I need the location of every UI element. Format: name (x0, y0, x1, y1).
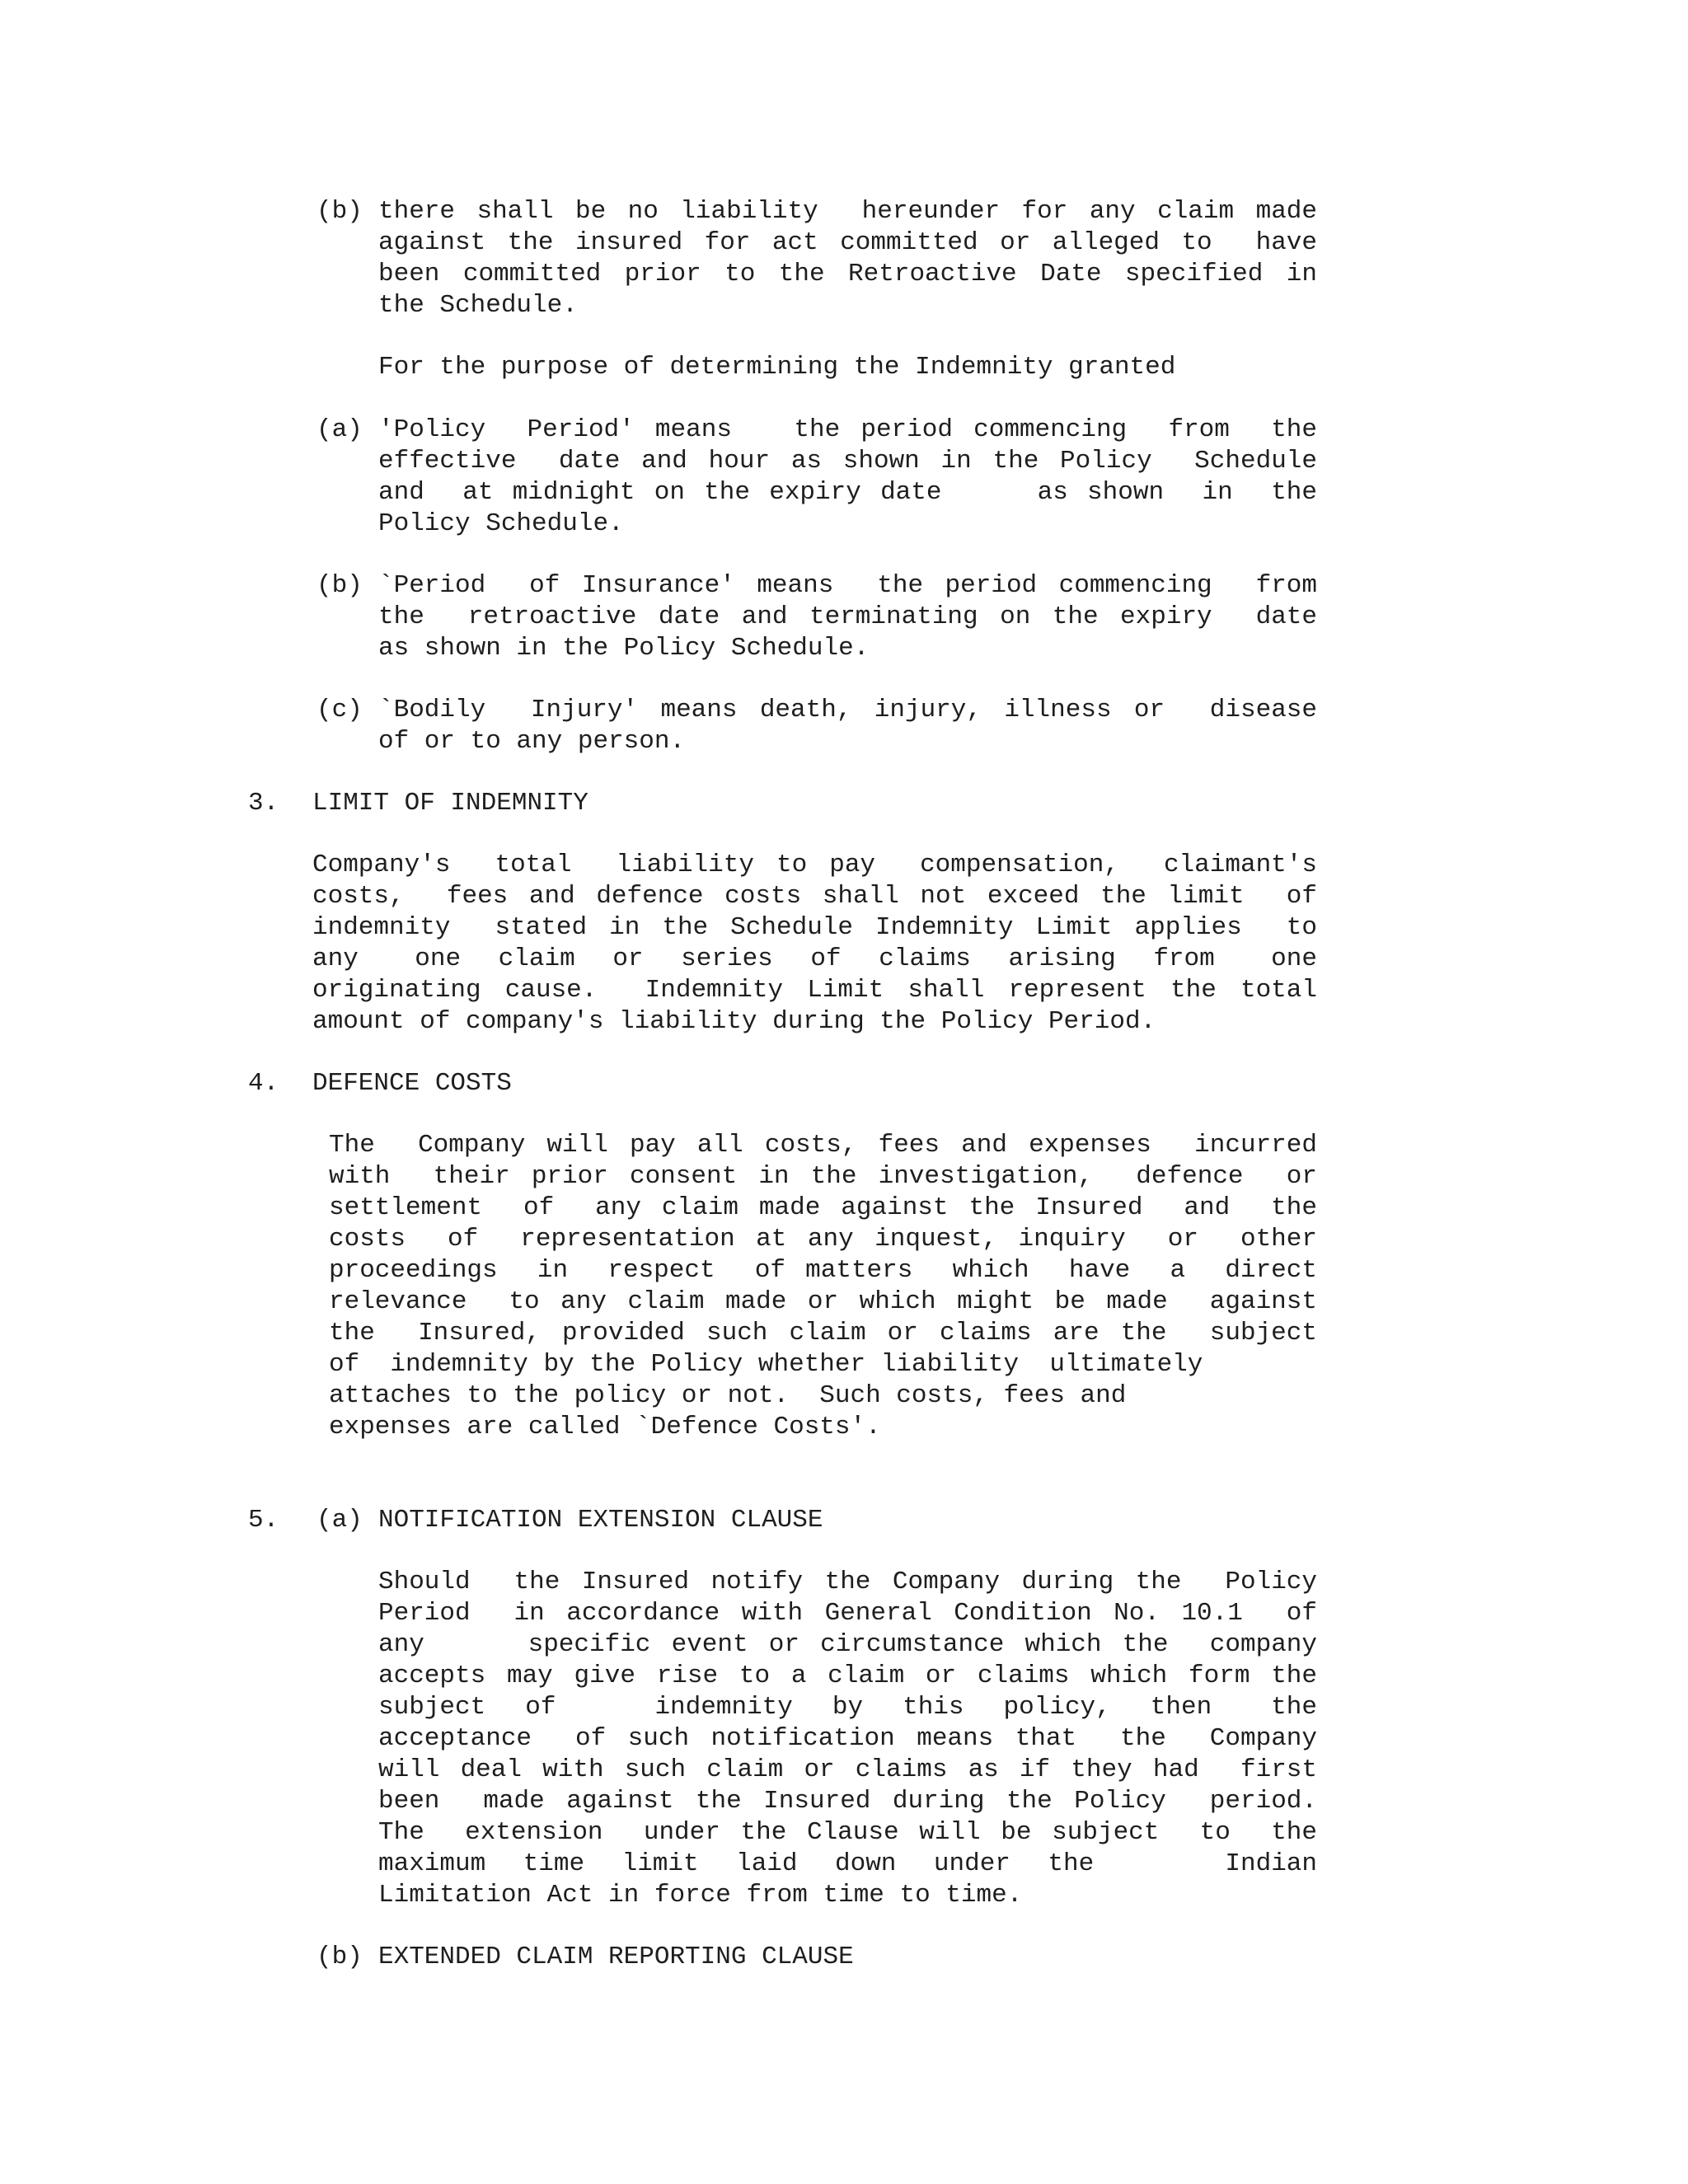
section-3-line: any one claim or series of claims arising from one (312, 944, 1317, 973)
section-5a-line: any specific event or circumstance which the company (378, 1630, 1317, 1659)
section-4-line: proceedings in respect of matters which have a direct (329, 1256, 1317, 1285)
section-5a-line: been made against the Insured during the Policy period. (378, 1787, 1317, 1816)
section-5a-line: maximum time limit laid down under the Indian (378, 1849, 1317, 1878)
section-5a-line: subject of indemnity by this policy, then the (378, 1693, 1317, 1722)
section-3-line: amount of company's liability during the Policy Period. (312, 1007, 1156, 1036)
definition-c-line: of or to any person. (378, 727, 686, 756)
definition-b-line: `Period of Insurance' means the period commencing from (378, 571, 1317, 600)
section-4-line: The Company will pay all costs, fees and expenses incurred (329, 1131, 1317, 1160)
section-4-line: with their prior consent in the investigation, defence or (329, 1162, 1317, 1191)
section-5a-line: Period in accordance with General Condition No. 10.1 of (378, 1599, 1317, 1628)
section-3-line: originating cause. Indemnity Limit shall represent the total (312, 976, 1317, 1005)
definition-a-line: and at midnight on the expiry date as shown in the (378, 478, 1317, 507)
item-b-line: against the insured for act committed or alleged to have (378, 228, 1317, 257)
section-4-line: of indemnity by the Policy whether liability ultimately (329, 1350, 1203, 1379)
section-3-line: costs, fees and defence costs shall not exceed the limit of (312, 882, 1317, 911)
item-b-line: been committed prior to the Retroactive Date specified in (378, 260, 1317, 288)
section-4-number: 4. (248, 1069, 279, 1098)
definition-c-line: `Bodily Injury' means death, injury, illness or disease (378, 696, 1317, 724)
definition-a-line: Policy Schedule. (378, 509, 624, 538)
section-5a-line: The extension under the Clause will be subject to the (378, 1818, 1317, 1847)
section-4-line: relevance to any claim made or which might be made against (329, 1287, 1317, 1316)
section-3-line: Company's total liability to pay compensation, claimant's (312, 851, 1317, 879)
section-4-line: expenses are called `Defence Costs'. (329, 1413, 881, 1441)
purpose-line: For the purpose of determining the Indemnity granted (378, 353, 1176, 382)
item-b-label: (b) (316, 197, 363, 226)
definition-b-label: (b) (316, 571, 363, 600)
section-5a-line: Limitation Act in force from time to time. (378, 1881, 1023, 1910)
section-4-line: attaches to the policy or not. Such costs, fees and (329, 1381, 1127, 1410)
section-5a-line: Should the Insured notify the Company during the Policy (378, 1568, 1317, 1596)
definition-c-label: (c) (316, 696, 363, 724)
definition-b-line: the retroactive date and terminating on the expiry date (378, 602, 1317, 631)
section-3-number: 3. (248, 789, 279, 818)
section-4-line: settlement of any claim made against the Insured and the (329, 1193, 1317, 1222)
definition-b-line: as shown in the Policy Schedule. (378, 634, 870, 663)
section-4-line: costs of representation at any inquest, inquiry or other (329, 1225, 1317, 1254)
section-3-heading: LIMIT OF INDEMNITY (312, 789, 588, 818)
section-5a-heading: NOTIFICATION EXTENSION CLAUSE (378, 1506, 823, 1535)
definition-a-line: effective date and hour as shown in the Policy Schedule (378, 447, 1317, 476)
section-5a-line: will deal with such claim or claims as if they had first (378, 1755, 1317, 1784)
section-5b-label: (b) (316, 1943, 363, 1971)
section-5a-label: (a) (316, 1506, 363, 1535)
section-3-line: indemnity stated in the Schedule Indemnity Limit applies to (312, 913, 1317, 942)
item-b-line: there shall be no liability hereunder for any claim made (378, 197, 1317, 226)
item-b-line: the Schedule. (378, 291, 578, 320)
definition-a-label: (a) (316, 415, 363, 444)
section-4-line: the Insured, provided such claim or claims are the subject (329, 1319, 1317, 1347)
definition-a-line: 'Policy Period' means the period commencing from the (378, 415, 1317, 444)
section-5a-line: acceptance of such notification means that the Company (378, 1724, 1317, 1753)
section-5-number: 5. (248, 1506, 279, 1535)
section-4-heading: DEFENCE COSTS (312, 1069, 512, 1098)
section-5b-heading: EXTENDED CLAIM REPORTING CLAUSE (378, 1943, 854, 1971)
section-5a-line: accepts may give rise to a claim or claims which form the (378, 1661, 1317, 1690)
